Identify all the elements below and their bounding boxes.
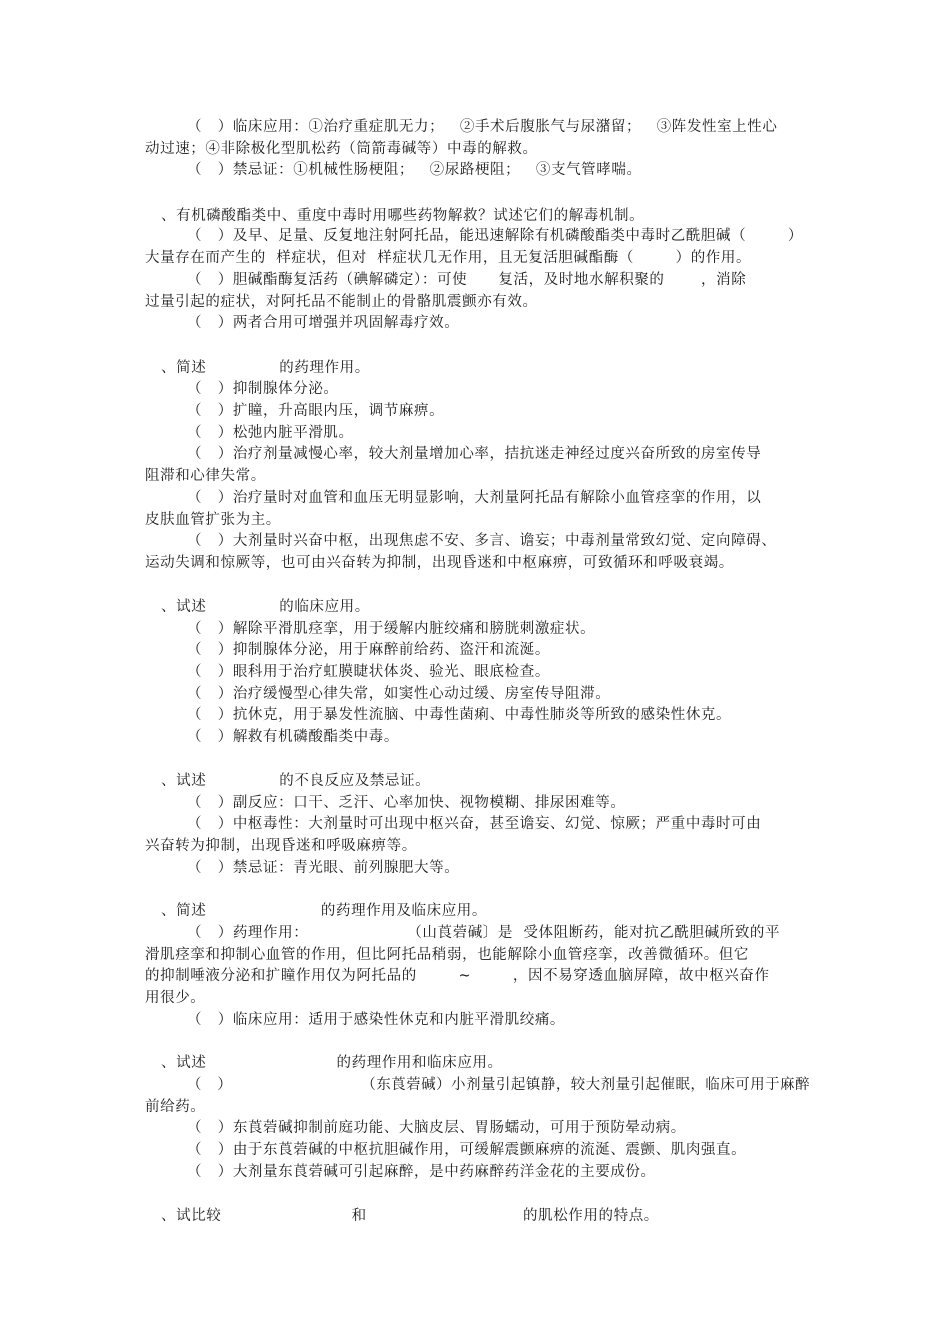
text-line: （ ）两者合用可增强并巩固解毒疗效。 <box>187 315 460 331</box>
text-line: 的抑制唾液分泌和扩瞳作用仅为阿托品的 ~ ，因不易穿透血脑屏障，故中枢兴奋作 <box>145 968 770 984</box>
text-line: （ ）眼科用于治疗虹膜睫状体炎、验光、眼底检查。 <box>187 664 550 680</box>
text-line: （ ）大剂量东莨菪碱可引起麻醉，是中药麻醉药洋金花的主要成份。 <box>187 1164 656 1180</box>
text-line: （ ）临床应用：适用于感染性休克和内脏平滑肌绞痛。 <box>187 1012 566 1028</box>
text-line: （ ） （东莨菪碱）小剂量引起镇静，较大剂量引起催眠，临床可用于麻醉 <box>187 1077 811 1093</box>
text-line: 大量存在而产生的 样症状，但对 样症状几无作用，且无复活胆碱酯酶（ ）的作用。 <box>145 250 752 266</box>
text-line: 兴奋转为抑制，出现昏迷和呼吸麻痹等。 <box>145 838 417 854</box>
text-line: 前给药。 <box>145 1099 206 1115</box>
text-line: （ ）治疗剂量减慢心率，较大剂量增加心率，拮抗迷走神经过度兴奋所致的房室传导 <box>187 446 762 462</box>
text-line: （ ）大剂量时兴奋中枢，出现焦虑不安、多言、谵妄；中毒剂量常致幻觉、定向障碍、 <box>187 533 777 549</box>
question-heading: 、简述 的药理作用。 <box>161 360 370 376</box>
text-line: （ ）禁忌证：青光眼、前列腺肥大等。 <box>187 860 460 876</box>
text-line: （ ）中枢毒性：大剂量时可出现中枢兴奋，甚至谵妄、幻觉、惊厥；严重中毒时可由 <box>187 816 762 832</box>
text-line: 阻滞和心律失常。 <box>145 468 266 484</box>
text-line: 用很少。 <box>145 990 206 1006</box>
text-line: （ ）抑制腺体分泌。 <box>187 381 339 397</box>
text-line: 过量引起的症状，对阿托品不能制止的骨骼肌震颤亦有效。 <box>145 294 538 310</box>
text-line: （ ）松弛内脏平滑肌。 <box>187 425 354 441</box>
text-line: （ ）胆碱酯酶复活药（碘解磷定）：可使 复活，及时地水解积聚的 ，消除 <box>187 272 747 288</box>
text-line: （ ）副反应：口干、乏汗、心率加快、视物模糊、排尿困难等。 <box>187 795 626 811</box>
text-line: （ ）解救有机磷酸酯类中毒。 <box>187 729 399 745</box>
text-line: 动过速；④非除极化型肌松药（筒箭毒碱等）中毒的解救。 <box>145 141 538 157</box>
text-line: （ ）抗休克，用于暴发性流脑、中毒性菌痢、中毒性肺炎等所致的感染性休克。 <box>187 707 732 723</box>
text-line: （ ）东莨菪碱抑制前庭功能、大脑皮层、胃肠蠕动，可用于预防晕动病。 <box>187 1120 686 1136</box>
text-line: （ ）治疗量时对血管和血压无明显影响，大剂量阿托品有解除小血管痉挛的作用，以 <box>187 490 762 506</box>
question-heading: 、有机磷酸酯类中、重度中毒时用哪些药物解救？试述它们的解毒机制。 <box>161 208 645 224</box>
text-line: （ ）抑制腺体分泌，用于麻醉前给药、盗汗和流涎。 <box>187 642 550 658</box>
text-line: （ ）禁忌证：①机械性肠梗阻； ②尿路梗阻； ③支气管哮喘。 <box>187 162 642 178</box>
question-heading: 、简述 的药理作用及临床应用。 <box>161 903 487 919</box>
text-line: 滑肌痉挛和抑制心血管的作用，但比阿托品稍弱，也能解除小血管痉挛，改善微循环。但它 <box>145 947 749 963</box>
text-line: （ ）临床应用：①治疗重症肌无力； ②手术后腹胀气与尿潴留； ③阵发性室上性心 <box>187 119 778 135</box>
text-line: （ ）由于东莨菪碱的中枢抗胆碱作用，可缓解震颤麻痹的流涎、震颤、肌肉强直。 <box>187 1142 747 1158</box>
question-heading: 、试述 的药理作用和临床应用。 <box>161 1055 503 1071</box>
text-line: （ ）扩瞳，升高眼内压，调节麻痹。 <box>187 403 445 419</box>
question-heading: 、试比较 和 的肌松作用的特点。 <box>161 1208 659 1224</box>
text-line: （ ）解除平滑肌痉挛，用于缓解内脏绞痛和膀胱刺激症状。 <box>187 621 596 637</box>
text-line: （ ）治疗缓慢型心律失常，如窦性心动过缓、房室传导阻滞。 <box>187 686 611 702</box>
question-heading: 、试述 的不良反应及禁忌证。 <box>161 773 431 789</box>
text-line: 皮肤血管扩张为主。 <box>145 512 281 528</box>
text-line: （ ）及早、足量、反复地注射阿托品，能迅速解除有机磷酸酯类中毒时乙酰胆碱（ ） <box>187 228 803 244</box>
text-line: 运动失调和惊厥等，也可由兴奋转为抑制，出现昏迷和中枢麻痹，可致循环和呼吸衰竭。 <box>145 555 734 571</box>
question-heading: 、试述 的临床应用。 <box>161 599 370 615</box>
text-line: （ ）药理作用： （山莨菪碱〕是 受体阻断药，能对抗乙酰胆碱所致的平 <box>187 925 781 941</box>
